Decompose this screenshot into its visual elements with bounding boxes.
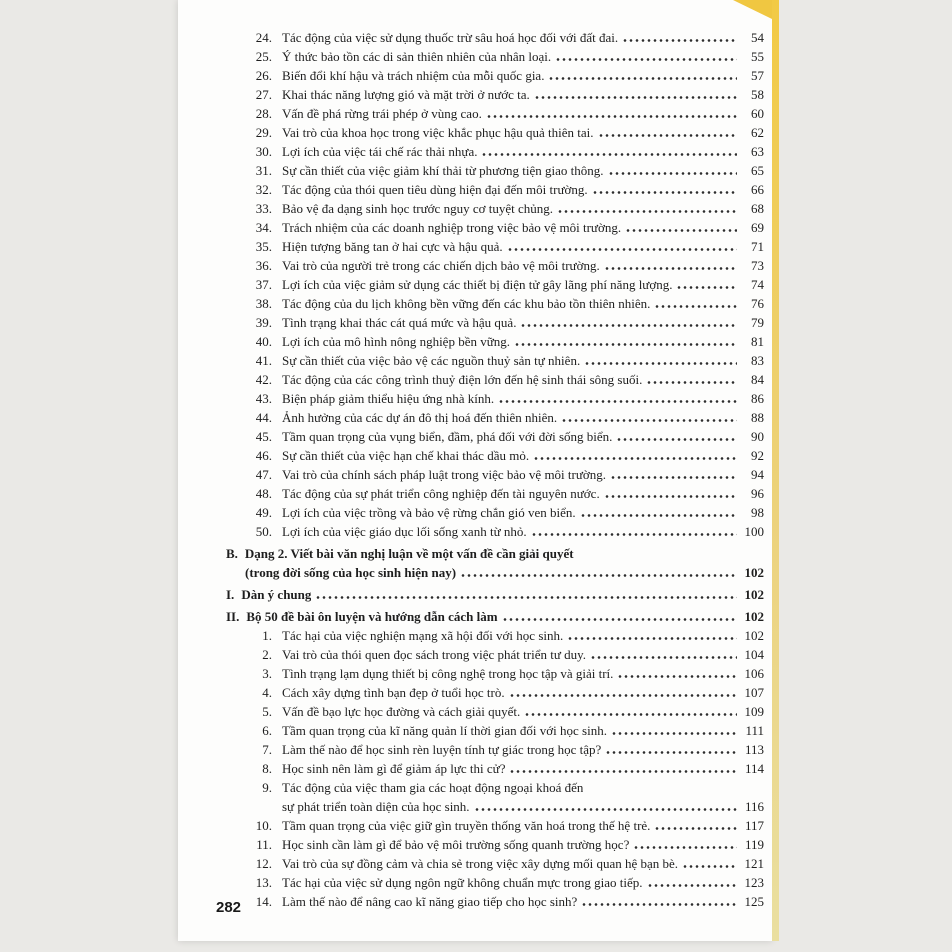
item-page: 102 xyxy=(744,587,764,602)
item-number: 28. xyxy=(255,106,272,121)
dot-leader xyxy=(486,115,737,118)
toc-item-row xyxy=(226,645,764,664)
item-page: 54 xyxy=(751,30,764,45)
item-title: Biến đổi khí hậu và trách nhiệm của mỗi quốc gia. xyxy=(282,68,545,83)
toc-item-row xyxy=(226,873,764,892)
toc-section-row xyxy=(226,544,764,582)
item-number: 24. xyxy=(255,30,272,45)
item-number: 13. xyxy=(255,875,272,890)
item-page: 66 xyxy=(751,182,764,197)
dot-leader xyxy=(507,248,737,251)
item-title: Tác động của du lịch không bền vững đến các khu bảo tồn thiên nhiên. xyxy=(282,296,651,311)
dot-leader xyxy=(533,457,737,460)
item-number: 47. xyxy=(255,467,272,482)
item-title: Vai trò của khoa học trong việc khắc phục hậu quả thiên tai. xyxy=(282,125,594,140)
item-number: 50. xyxy=(255,524,272,539)
item-title: Vai trò của sự đồng cảm và chia sẻ trong việc xây dựng mối quan hệ bạn bè. xyxy=(282,856,679,871)
item-page: 114 xyxy=(744,761,764,776)
dot-leader xyxy=(460,574,737,577)
toc-item-row xyxy=(226,28,764,47)
item-title: Khai thác năng lượng gió và mặt trời ở nước ta. xyxy=(282,87,530,102)
dot-leader xyxy=(625,229,737,232)
item-number: 1. xyxy=(262,628,272,643)
dot-leader xyxy=(604,495,737,498)
item-title: Tầm quan trọng của kĩ năng quản lí thời gian đối với học sinh. xyxy=(282,723,607,738)
dot-leader xyxy=(498,400,737,403)
dot-leader xyxy=(509,770,737,773)
toc-item-row xyxy=(226,721,764,740)
item-number: 14. xyxy=(255,894,272,909)
item-title-continued: (trong đời sống của học sinh hiện nay) xyxy=(245,565,457,580)
item-page: 83 xyxy=(751,353,764,368)
dot-leader xyxy=(584,362,737,365)
dot-leader xyxy=(581,903,737,906)
item-page: 58 xyxy=(751,87,764,102)
item-title: Bộ 50 đề bài ôn luyện và hướng dẫn cách làm xyxy=(246,609,498,624)
dot-leader xyxy=(509,694,737,697)
item-title: Tác động của sự phát triển công nghiệp đến tài nguyên nước. xyxy=(282,486,600,501)
item-page: 73 xyxy=(751,258,764,273)
item-title: Tác hại của việc sử dụng ngôn ngữ không chuẩn mực trong giao tiếp. xyxy=(282,875,643,890)
item-title: Cách xây dựng tình bạn đẹp ở tuổi học trò. xyxy=(282,685,505,700)
item-title: Trách nhiệm của các doanh nghiệp trong việc bảo vệ môi trường. xyxy=(282,220,622,235)
toc-item-row xyxy=(226,816,764,835)
toc-item-row xyxy=(226,313,764,332)
item-number: B. xyxy=(226,546,238,561)
toc-item-row xyxy=(226,835,764,854)
dot-leader xyxy=(548,77,737,80)
item-title: Sự cần thiết của việc giảm khí thải từ phương tiện giao thông. xyxy=(282,163,604,178)
item-page: 104 xyxy=(744,647,764,662)
item-title: Tình trạng lạm dụng thiết bị công nghệ trong học tập và giải trí. xyxy=(282,666,614,681)
item-page: 94 xyxy=(751,467,764,482)
item-number: 44. xyxy=(255,410,272,425)
item-number: 4. xyxy=(262,685,272,700)
item-number: 6. xyxy=(262,723,272,738)
item-title: Lợi ích của việc giảm sử dụng các thiết bị điện tử gây lãng phí năng lượng. xyxy=(282,277,673,292)
toc-item-row xyxy=(226,759,764,778)
item-number: 7. xyxy=(262,742,272,757)
item-page: 90 xyxy=(751,429,764,444)
item-page: 102 xyxy=(744,609,764,624)
dot-leader xyxy=(531,533,737,536)
item-title: Biện pháp giảm thiểu hiệu ứng nhà kính. xyxy=(282,391,495,406)
dot-leader xyxy=(520,324,737,327)
item-number: 45. xyxy=(255,429,272,444)
item-title: Ảnh hưởng của các dự án đô thị hoá đến thiên nhiên. xyxy=(282,410,558,425)
item-title: Tác động của thói quen tiêu dùng hiện đại đến môi trường. xyxy=(282,182,588,197)
item-page: 86 xyxy=(751,391,764,406)
item-number: 30. xyxy=(255,144,272,159)
toc-item-row xyxy=(226,892,764,911)
item-title: Sự cần thiết của việc hạn chế khai thác dầu mỏ. xyxy=(282,448,530,463)
item-number: 3. xyxy=(262,666,272,681)
item-number: 39. xyxy=(255,315,272,330)
dot-leader xyxy=(622,39,737,42)
item-title: Tầm quan trọng của vụng biển, đầm, phá đối với đời sống biển. xyxy=(282,429,613,444)
dot-leader xyxy=(555,58,737,61)
item-title: Tác động của việc sử dụng thuốc trừ sâu hoá học đối với đất đai. xyxy=(282,30,619,45)
item-title: Vấn đề bạo lực học đường và cách giải quyết. xyxy=(282,704,521,719)
item-number: 11. xyxy=(256,837,272,852)
dot-leader xyxy=(608,172,737,175)
item-title: Vai trò của thói quen đọc sách trong việc phát triển tư duy. xyxy=(282,647,587,662)
item-number: 40. xyxy=(255,334,272,349)
toc-item-row xyxy=(226,256,764,275)
toc-item-row xyxy=(226,142,764,161)
dot-leader xyxy=(647,884,738,887)
item-number: 33. xyxy=(255,201,272,216)
dot-leader xyxy=(598,134,737,137)
toc-item-row xyxy=(226,626,764,645)
item-page: 74 xyxy=(751,277,764,292)
dot-leader xyxy=(611,732,737,735)
toc-item-row xyxy=(226,161,764,180)
item-number: 36. xyxy=(255,258,272,273)
item-title: Vai trò của chính sách pháp luật trong việc bảo vệ môi trường. xyxy=(282,467,607,482)
item-page: 96 xyxy=(751,486,764,501)
toc-item-row xyxy=(226,465,764,484)
item-number: 9. xyxy=(262,780,272,795)
item-page: 107 xyxy=(744,685,764,700)
item-page: 71 xyxy=(751,239,764,254)
book-cover-edge xyxy=(772,0,779,941)
toc-item-row xyxy=(226,294,764,313)
toc-item-row xyxy=(226,683,764,702)
item-page: 116 xyxy=(744,799,764,814)
item-page: 92 xyxy=(751,448,764,463)
dot-leader xyxy=(567,637,737,640)
item-number: 5. xyxy=(262,704,272,719)
item-page: 55 xyxy=(751,49,764,64)
item-title: Tình trạng khai thác cát quá mức và hậu quả. xyxy=(282,315,517,330)
toc-item-row xyxy=(226,503,764,522)
item-page: 123 xyxy=(744,875,764,890)
item-title: Tầm quan trọng của việc giữ gìn truyền thống văn hoá trong thế hệ trẻ. xyxy=(282,818,651,833)
page-number: 282 xyxy=(216,899,242,916)
item-page: 117 xyxy=(744,818,764,833)
item-number: 27. xyxy=(255,87,272,102)
toc-section-row xyxy=(226,607,764,626)
dot-leader xyxy=(654,305,737,308)
dot-leader xyxy=(592,191,737,194)
item-number: 34. xyxy=(255,220,272,235)
toc-item-row xyxy=(226,389,764,408)
dot-leader xyxy=(682,865,737,868)
item-page: 88 xyxy=(751,410,764,425)
toc-item-row xyxy=(226,854,764,873)
dot-leader xyxy=(610,476,737,479)
item-page: 79 xyxy=(751,315,764,330)
item-title: Tác động của các công trình thuỷ điện lớn đến hệ sinh thái sông suối. xyxy=(282,372,643,387)
toc-item-row xyxy=(226,218,764,237)
item-number: 12. xyxy=(255,856,272,871)
item-title: Bảo vệ đa dạng sinh học trước nguy cơ tuyệt chủng. xyxy=(282,201,553,216)
item-number: 42. xyxy=(255,372,272,387)
item-title: Ý thức bảo tồn các di sản thiên nhiên của nhân loại. xyxy=(282,49,552,64)
toc-item-row xyxy=(226,484,764,503)
book-page xyxy=(178,0,772,941)
dot-leader xyxy=(580,514,737,517)
toc-item-row xyxy=(226,446,764,465)
toc-item-row xyxy=(226,740,764,759)
item-title: Lợi ích của việc giáo dục lối sống xanh từ nhỏ. xyxy=(282,524,527,539)
toc-item-row xyxy=(226,199,764,218)
dot-leader xyxy=(534,96,737,99)
item-number: 41. xyxy=(255,353,272,368)
item-page: 57 xyxy=(751,68,764,83)
item-number: 38. xyxy=(255,296,272,311)
item-title: Lợi ích của mô hình nông nghiệp bền vững. xyxy=(282,334,511,349)
item-title: Dàn ý chung xyxy=(241,587,312,602)
item-page: 62 xyxy=(751,125,764,140)
dot-leader xyxy=(561,419,737,422)
item-title: Vấn đề phá rừng trái phép ở vùng cao. xyxy=(282,106,482,121)
toc-item-row xyxy=(226,427,764,446)
item-page: 111 xyxy=(745,723,764,738)
item-number: 25. xyxy=(255,49,272,64)
dot-leader xyxy=(590,656,737,659)
item-title: Tác hại của việc nghiện mạng xã hội đối với học sinh. xyxy=(282,628,564,643)
dot-leader xyxy=(557,210,737,213)
toc-item-row xyxy=(226,370,764,389)
item-page: 113 xyxy=(744,742,764,757)
item-page: 100 xyxy=(744,524,764,539)
dot-leader xyxy=(617,675,737,678)
item-number: 37. xyxy=(255,277,272,292)
toc-item-row xyxy=(226,275,764,294)
toc-item-row xyxy=(226,47,764,66)
toc-item-row xyxy=(226,104,764,123)
toc-item-row xyxy=(226,778,764,816)
toc-item-row xyxy=(226,522,764,541)
dot-leader xyxy=(481,153,737,156)
item-page: 102 xyxy=(744,628,764,643)
dot-leader xyxy=(605,751,737,754)
item-number: 10. xyxy=(255,818,272,833)
item-title: Lợi ích của việc tái chế rác thải nhựa. xyxy=(282,144,478,159)
toc-item-row xyxy=(226,237,764,256)
item-number: 46. xyxy=(255,448,272,463)
dot-leader xyxy=(514,343,737,346)
dot-leader xyxy=(524,713,737,716)
item-title-continued: sự phát triển toàn diện của học sinh. xyxy=(282,799,470,814)
dot-leader xyxy=(604,267,737,270)
item-title: Dạng 2. Viết bài văn nghị luận về một vấn đề cần giải quyết xyxy=(244,546,574,561)
item-page: 106 xyxy=(744,666,764,681)
item-number: 48. xyxy=(255,486,272,501)
book-cover-corner xyxy=(733,0,772,19)
item-title: Lợi ích của việc trồng và bảo vệ rừng chắn gió ven biển. xyxy=(282,505,576,520)
item-title: Sự cần thiết của việc bảo vệ các nguồn thuỷ sản tự nhiên. xyxy=(282,353,581,368)
item-number: II. xyxy=(226,609,240,624)
item-title: Vai trò của người trẻ trong các chiến dịch bảo vệ môi trường. xyxy=(282,258,600,273)
item-page: 109 xyxy=(744,704,764,719)
item-page: 76 xyxy=(751,296,764,311)
toc-item-row xyxy=(226,702,764,721)
toc-item-row xyxy=(226,180,764,199)
item-number: 29. xyxy=(255,125,272,140)
toc-item-row xyxy=(226,123,764,142)
item-title: Hiện tượng băng tan ở hai cực và hậu quả. xyxy=(282,239,503,254)
item-page: 68 xyxy=(751,201,764,216)
item-number: 31. xyxy=(255,163,272,178)
toc-item-row xyxy=(226,408,764,427)
dot-leader xyxy=(315,596,737,599)
dot-leader xyxy=(676,286,737,289)
item-number: 8. xyxy=(262,761,272,776)
dot-leader xyxy=(633,846,737,849)
toc-item-row xyxy=(226,664,764,683)
toc-section-row xyxy=(226,585,764,604)
dot-leader xyxy=(474,808,737,811)
toc-list xyxy=(226,28,764,911)
item-page: 102 xyxy=(744,565,764,580)
item-title: Học sinh nên làm gì để giảm áp lực thi cử? xyxy=(282,761,506,776)
item-page: 119 xyxy=(744,837,764,852)
dot-leader xyxy=(654,827,737,830)
item-page: 69 xyxy=(751,220,764,235)
item-number: 49. xyxy=(255,505,272,520)
item-page: 65 xyxy=(751,163,764,178)
dot-leader xyxy=(616,438,737,441)
item-number: 35. xyxy=(255,239,272,254)
item-title: Làm thế nào để học sinh rèn luyện tính tự giác trong học tập? xyxy=(282,742,602,757)
dot-leader xyxy=(502,618,737,621)
item-number: I. xyxy=(226,587,235,602)
item-page: 84 xyxy=(751,372,764,387)
toc-item-row xyxy=(226,351,764,370)
item-page: 81 xyxy=(751,334,764,349)
toc-item-row xyxy=(226,66,764,85)
item-page: 125 xyxy=(744,894,764,909)
item-title: Học sinh cần làm gì để bảo vệ môi trường sống quanh trường học? xyxy=(282,837,630,852)
toc-item-row xyxy=(226,85,764,104)
dot-leader xyxy=(646,381,737,384)
item-page: 60 xyxy=(751,106,764,121)
item-number: 32. xyxy=(255,182,272,197)
toc-item-row xyxy=(226,332,764,351)
item-number: 43. xyxy=(255,391,272,406)
item-page: 121 xyxy=(744,856,764,871)
item-page: 63 xyxy=(751,144,764,159)
item-page: 98 xyxy=(751,505,764,520)
item-number: 2. xyxy=(262,647,272,662)
item-number: 26. xyxy=(255,68,272,83)
item-title: Làm thế nào để nâng cao kĩ năng giao tiếp cho học sinh? xyxy=(282,894,578,909)
item-title: Tác động của việc tham gia các hoạt động ngoại khoá đến xyxy=(282,780,584,795)
